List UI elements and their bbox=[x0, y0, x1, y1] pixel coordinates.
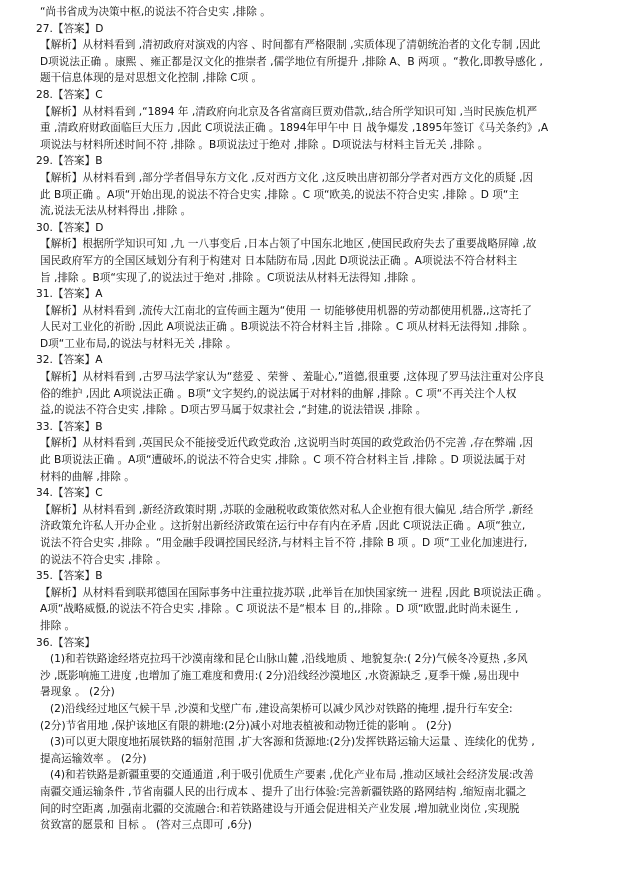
text-line: 济政策允许私人开办企业 。这折射出新经济政策在运行中存有内在矛盾 ,因此 C项说法正确 。A项“独立, bbox=[40, 520, 526, 533]
text-line: 题干信息体现的是对思想文化控制 ,排除 C项 。 bbox=[40, 72, 263, 85]
text-line: 重 ,清政府财政面临巨大压力 ,因此 C项说法正确 。1894年甲午中 日 战争爆发 ,1895年签订《马关条约》,A bbox=[40, 122, 549, 135]
text-line: 36.【答案】 bbox=[36, 636, 96, 649]
text-line: 27.【答案】D bbox=[36, 22, 104, 35]
text-line: 人民对工业化的祈盼 ,因此 A项说法正确 。B项说法不符合材料主旨 ,排除 。C 项从材料无法得知 ,排除 。 bbox=[40, 321, 534, 334]
text-line: 益,的说法不符合史实 ,排除 。D项古罗马属于奴隶社会 ,“封建,的说法错误 ,排除 。 bbox=[40, 404, 427, 417]
text-line: D项“工业布局,的说法与材料无关 ,排除 。 bbox=[40, 337, 237, 350]
text-line: 此 B项正确 。A项“开始出现,的说法不符合史实 ,排除 。C 项“欧美,的说法不符合史实 ,排除 。D 项“主 bbox=[40, 188, 519, 201]
text-line: (2)沿线经过地区气候干旱 ,沙漠和戈壁广布 ,建设高架桥可以减少风沙对铁路的掩埋 ,提升行车安全: bbox=[50, 702, 513, 715]
text-line: 【解析】从材料看到 ,古罗马法学家认为“慈爱 、荣誉 、羞耻心,”道德,很重要 ,这体现了罗马法注重对公序良 bbox=[40, 371, 545, 384]
text-line: 间的时空距离 ,加强南北疆的交流融合:和若铁路建设与开通会促进相关产业发展 ,增加就业岗位 ,实现脱 bbox=[40, 802, 520, 815]
text-line: 29.【答案】B bbox=[36, 155, 103, 168]
text-line: 35.【答案】B bbox=[36, 570, 103, 583]
text-line: 贫致富的愿景和 目标 。 (答对三点即可 ,6分) bbox=[40, 819, 252, 832]
text-line: A项“战略威慑,的说法不符合史实 ,排除 。C 项说法不是“根本 目 的,,排除 。D 项“欧盟,此时尚未诞生 , bbox=[40, 603, 519, 616]
text-line: 沙 ,既影响施工进度 ,也增加了施工难度和费用:( 2分)沿线经沙漠地区 ,水资源缺乏 ,夏季干燥 ,易出现中 bbox=[40, 669, 520, 682]
text-line: 材料的曲解 ,排除 。 bbox=[40, 470, 135, 483]
text-line: (4)和若铁路是新疆重要的交通通道 ,利于吸引优质生产要素 ,优化产业布局 ,推动区域社会经济发展:改善 bbox=[50, 769, 534, 782]
text-line: 排除 。 bbox=[40, 619, 76, 632]
text-line: “尚书省成为决策中枢,的说法不符合史实 ,排除 。 bbox=[40, 6, 271, 18]
text-line: 【解析】根据所学知识可知 ,九 一八事变后 ,日本占领了中国东北地区 ,使国民政府失去了重要战略屏障 ,故 bbox=[40, 238, 537, 251]
text-line: 【解析】从材料看到 ,清初政府对演戏的内容 、时间都有严格限制 ,实质体现了清朝统治者的文化专制 ,因此 bbox=[40, 39, 541, 52]
text-line: 【解析】从材料看到 ,部分学者倡导东方文化 ,反对西方文化 ,这反映出唐初部分学者对西方文化的质疑 ,因 bbox=[40, 171, 534, 184]
text-line: 30.【答案】D bbox=[36, 221, 104, 234]
text-line: 提高运输效率 。 (2分) bbox=[40, 752, 147, 765]
text-line: 俗的维护 ,因此 A项说法正确 。B项“文字契约,的说法属于对材料的曲解 ,排除 。C 项“不再关注个人权 bbox=[40, 387, 517, 400]
text-line: 【解析】从材料看到 ,新经济政策时期 ,苏联的金融税收政策依然对私人企业抱有很大偏见 ,结合所学 ,新经 bbox=[40, 503, 534, 516]
text-line: 32.【答案】A bbox=[36, 354, 103, 367]
text-line: 的说法不符合史实 ,排除 。 bbox=[40, 553, 167, 566]
text-line: 28.【答案】C bbox=[36, 88, 103, 101]
text-line: 国民政府军方的全国区域划分有利于构建对 日本陆防布局 ,因此 D项说法正确 。A项说法不符合材料主 bbox=[40, 254, 518, 267]
text-line: 【解析】从材料看到 ,英国民众不能接受近代政党政治 ,这说明当时英国的政党政治仍不完善 ,存在弊端 ,因 bbox=[40, 437, 534, 450]
text-line: 南疆交通运输条件 ,节省南疆人民的出行成本 、提升了出行体验:完善新疆铁路的路网结构 ,缩短南北疆之 bbox=[40, 785, 527, 798]
text-line: 31.【答案】A bbox=[36, 288, 103, 301]
text-line: 【解析】从材料看到 ,流传大江南北的宣传画主题为“使用 一 切能够使用机器的劳动都使用机器,,这寄托了 bbox=[40, 304, 532, 317]
text-line: (2分)节省用地 ,保护该地区有限的耕地:(2分)减小对地表植被和动物迁徙的影响 。 (2分) bbox=[40, 719, 452, 732]
text-line: 暑现象 。 (2分) bbox=[40, 686, 115, 699]
text-line: (1)和若铁路途经塔克拉玛干沙漠南缘和昆仑山脉山麓 ,沿线地质 、地貌复杂:( 2分)气候冬冷夏热 ,多风 bbox=[50, 653, 528, 666]
text-line: 说法不符合史实 ,排除 。“用金融手段调控国民经济,与材料主旨不符 ,排除 B 项 。D 项“工业化加速进行, bbox=[40, 537, 528, 549]
text-line: 33.【答案】B bbox=[36, 420, 103, 433]
text-line: 【解析】从材料看到联邦德国在国际事务中注重拉拢苏联 ,此举旨在加快国家统一 进程 ,因此 B项说法正确 。 bbox=[40, 586, 548, 599]
text-line: (3)可以更大限度地拓展铁路的辐射范围 ,扩大客源和货源地:(2分)发挥铁路运输大运量 、连续化的优势 , bbox=[50, 736, 535, 749]
text-line: 旨 ,排除 。B项“实现了,的说法过于绝对 ,排除 。C项说法从材料无法得知 ,排除 。 bbox=[40, 271, 423, 284]
text-line: 流,说法无法从材料得出 ,排除 。 bbox=[40, 205, 192, 218]
text-line: D项说法正确 。康熙 、雍正都是汉文化的推崇者 ,儒学地位有所提升 ,排除 A、B 两项 。“教化,即教导感化 , bbox=[40, 55, 543, 68]
text-line: 【解析】从材料看到 ,“1894 年 ,清政府向北京及各省富商巨贾劝借款,,结合所学知识可知 ,当时民族危机严 bbox=[40, 105, 538, 118]
text-line: 34.【答案】C bbox=[36, 487, 103, 500]
text-line: 此 B项说法正确 。A项“遭破坏,的说法不符合史实 ,排除 。C 项不符合材料主旨 ,排除 。D 项说法属于对 bbox=[40, 454, 526, 467]
text-line: 项说法与材料所述时间不符 ,排除 。B项说法过于绝对 ,排除 。D项说法与材料主旨无关 ,排除 。 bbox=[40, 138, 489, 151]
